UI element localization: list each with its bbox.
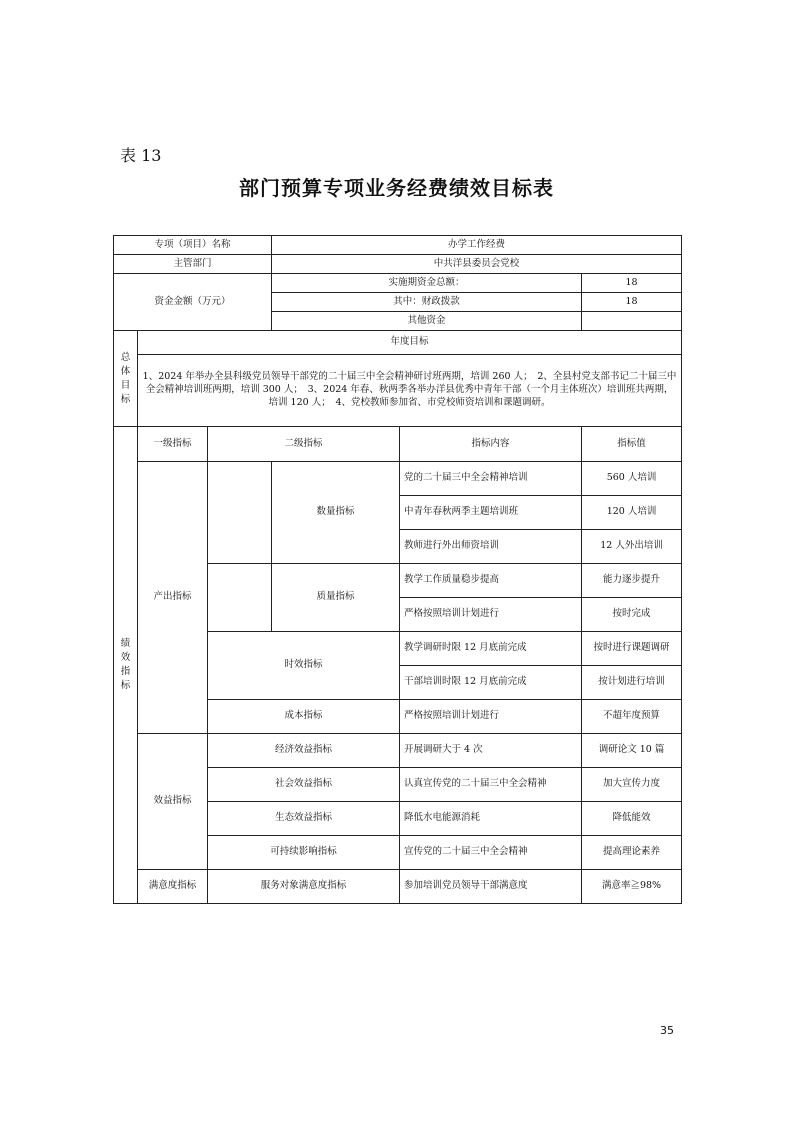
fiscal-funds-label: 其中：财政拨款 <box>272 293 582 312</box>
header-content: 指标内容 <box>400 427 582 462</box>
indicator-value: 能力逐步提升 <box>582 564 682 598</box>
performance-target-table <box>113 235 682 904</box>
other-funds-label: 其他资金 <box>272 312 582 331</box>
level2-cost: 成本指标 <box>208 700 400 734</box>
indicator-content: 降低水电能源消耗 <box>400 802 582 836</box>
department-value: 中共洋县委员会党校 <box>272 255 682 274</box>
indicator-content: 教学工作质量稳步提高 <box>400 564 582 598</box>
other-funds-value <box>582 312 682 331</box>
department-label: 主管部门 <box>114 255 272 274</box>
indicator-value: 12 人外出培训 <box>582 530 682 564</box>
indicator-content: 认真宣传党的二十届三中全会精神 <box>400 768 582 802</box>
total-funds-label: 实施期资金总额： <box>272 274 582 293</box>
fiscal-funds-value: 18 <box>582 293 682 312</box>
indicators-side-label: 绩效指标 <box>114 427 138 904</box>
level2-quantity: 数量指标 <box>272 462 400 564</box>
level2-quality: 质量指标 <box>272 564 400 632</box>
indicator-value: 提高理论素养 <box>582 836 682 870</box>
indicator-value: 降低能效 <box>582 802 682 836</box>
indicator-content: 宣传党的二十届三中全会精神 <box>400 836 582 870</box>
indicator-content: 开展调研大于 4 次 <box>400 734 582 768</box>
level2-sustainable: 可持续影响指标 <box>208 836 400 870</box>
level2-social: 社会效益指标 <box>208 768 400 802</box>
level2-service: 服务对象满意度指标 <box>208 870 400 904</box>
level1-output: 产出指标 <box>138 462 208 734</box>
total-funds-value: 18 <box>582 274 682 293</box>
indicator-value: 按时进行课题调研 <box>582 632 682 666</box>
indicator-content: 教学调研时限 12 月底前完成 <box>400 632 582 666</box>
level1-benefit: 效益指标 <box>138 734 208 870</box>
level1-satisfaction: 满意度指标 <box>138 870 208 904</box>
indicator-content: 干部培训时限 12 月底前完成 <box>400 666 582 700</box>
indicator-content: 严格按照培训计划进行 <box>400 598 582 632</box>
indicator-value: 560 人培训 <box>582 462 682 496</box>
table-number-label: 表 13 <box>120 146 162 165</box>
header-value: 指标值 <box>582 427 682 462</box>
funds-label: 资金金额（万元） <box>114 274 272 331</box>
annual-goal-text: 1、2024 年举办全县科级党员领导干部党的二十届三中全会精神研讨班两期，培训 260 人； 2、全县村党支部书记二十届三中全会精神培训班两期，培训 300 人； 3、2024 年春、秋两季各举办洋县优秀中青年干部（一个月主体班次）培训班共两期，培训 120 人； 4、党校教师参加省、市党校师资培训和课题调研。 <box>138 355 682 427</box>
header-level2: 二级指标 <box>208 427 400 462</box>
header-level1: 一级指标 <box>138 427 208 462</box>
overall-goal-side-label: 总体目标 <box>114 331 138 427</box>
indicator-value: 不超年度预算 <box>582 700 682 734</box>
indicator-value: 按时完成 <box>582 598 682 632</box>
indicator-content: 中青年春秋两季主题培训班 <box>400 496 582 530</box>
project-name-value: 办学工作经费 <box>272 236 682 255</box>
indicator-content: 教师进行外出师资培训 <box>400 530 582 564</box>
page-number: 35 <box>660 1024 674 1037</box>
indicator-value: 加大宣传力度 <box>582 768 682 802</box>
indicator-content: 严格按照培训计划进行 <box>400 700 582 734</box>
level2-economic: 经济效益指标 <box>208 734 400 768</box>
annual-goal-header: 年度目标 <box>138 331 682 355</box>
indicator-value: 调研论文 10 篇 <box>582 734 682 768</box>
indicator-value: 满意率≧98% <box>582 870 682 904</box>
level2-ecological: 生态效益指标 <box>208 802 400 836</box>
indicator-value: 按计划进行培训 <box>582 666 682 700</box>
indicator-content: 参加培训党员领导干部满意度 <box>400 870 582 904</box>
level2-timeliness: 时效指标 <box>208 632 400 700</box>
document-title: 部门预算专项业务经费绩效目标表 <box>239 176 554 200</box>
indicator-content: 党的二十届三中全会精神培训 <box>400 462 582 496</box>
indicator-value: 120 人培训 <box>582 496 682 530</box>
project-name-label: 专项（项目）名称 <box>114 236 272 255</box>
